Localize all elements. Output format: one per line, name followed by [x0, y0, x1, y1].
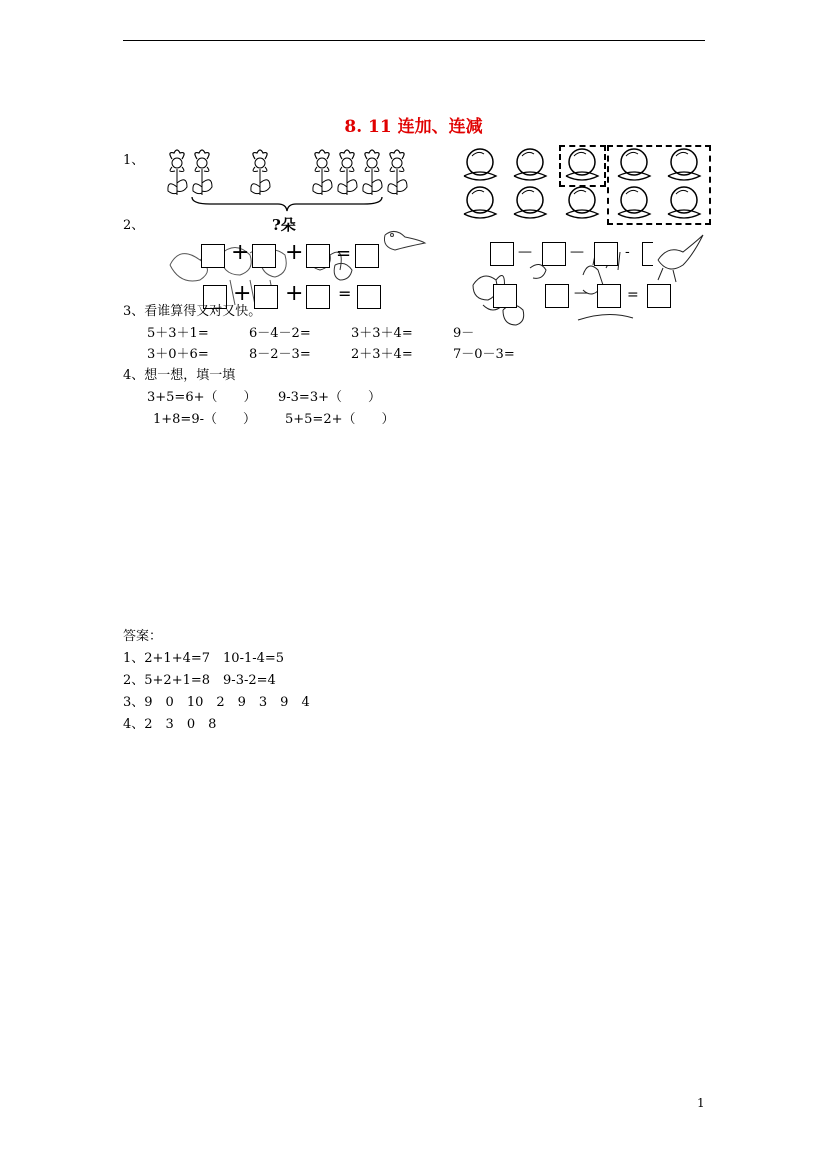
plus-sign: + [231, 240, 250, 265]
flower-icon [363, 150, 382, 195]
minus-sign: - [625, 244, 630, 260]
equals-sign: = [338, 284, 352, 303]
peach-dashed-box-small [559, 145, 606, 187]
answers-header: 答案： [123, 629, 163, 644]
q2-left-answer-box[interactable] [252, 244, 276, 268]
page-number: 1 [697, 1096, 705, 1110]
minus-sign: — [570, 244, 584, 260]
q3-problem: 8－2－3= [249, 347, 311, 362]
q4-problem: 3+5=6+（ ） [147, 390, 257, 405]
q2-left-answer-box[interactable] [355, 244, 379, 268]
q4-header: 4、想一想，填一填 [123, 368, 236, 383]
equals-sign: = [627, 287, 639, 303]
q3-header: 3、看谁算得又对又快。 [123, 304, 262, 319]
q3-problem: 3＋0＋6= [147, 347, 209, 362]
q2-right-answer-box[interactable] [594, 242, 618, 266]
q4-problem: 5+5=2+（ ） [285, 412, 395, 427]
q2-right-answer-box[interactable] [490, 242, 514, 266]
q2-left-answer-box[interactable] [357, 285, 381, 309]
q2-left-answer-box[interactable] [306, 244, 330, 268]
q2-right-answer-box[interactable] [493, 284, 517, 308]
peach-icon [514, 187, 546, 218]
q2-right-answer-box[interactable] [647, 284, 671, 308]
squirrel-icon [334, 263, 352, 280]
q3-problem: 7－0－3= [453, 347, 515, 362]
q3-problem: 5＋3＋1= [147, 326, 209, 341]
answer-line: 4、2 3 0 8 [123, 717, 217, 732]
peach-icon [514, 149, 546, 180]
plus-sign: + [285, 240, 304, 265]
flower-icon [193, 150, 212, 195]
q3-problem: 3＋3＋4= [351, 326, 413, 341]
q3-problem: 9－ [453, 326, 475, 341]
header-rule [123, 40, 705, 41]
peach-dashed-box-large [607, 145, 711, 225]
squirrel-icon [658, 235, 703, 282]
peach-icon [464, 149, 496, 180]
q2-right-answer-box[interactable] [542, 242, 566, 266]
flower-icon [251, 150, 270, 195]
plus-sign: + [285, 281, 304, 306]
q2-number: 2、 [123, 218, 145, 233]
flower-icon [168, 150, 187, 195]
brace-label: ?朵 [272, 216, 296, 234]
q2-right-answer-box[interactable] [545, 284, 569, 308]
q4-problem: 9-3=3+（ ） [278, 390, 381, 405]
minus-sign: — [574, 285, 588, 301]
peach-icon [566, 187, 598, 218]
q3-problem: 6－4－2= [249, 326, 311, 341]
peach-icon [464, 187, 496, 218]
flower-icon [388, 150, 407, 195]
q1-number: 1、 [123, 153, 145, 168]
q3-problem: 2＋3＋4= [351, 347, 413, 362]
equals-sign: = [336, 243, 352, 264]
plus-sign: + [233, 281, 252, 306]
q2-left-answer-box[interactable] [201, 244, 225, 268]
q4-problem: 1+8=9-（ ） [153, 412, 256, 427]
answer-line: 2、5+2+1=8 9-3-2=4 [123, 673, 276, 688]
q2-right-answer-box-partial[interactable] [642, 242, 653, 266]
brace-icon [190, 195, 385, 215]
answer-line: 1、2+1+4=7 10-1-4=5 [123, 651, 285, 666]
answer-line: 3、9 0 10 2 9 3 9 4 [123, 695, 310, 710]
q2-right-answer-box[interactable] [597, 284, 621, 308]
minus-sign: — [518, 244, 532, 260]
page-title: 8. 11 连加、连减 [344, 117, 483, 137]
q2-left-answer-box[interactable] [306, 285, 330, 309]
bird-icon [384, 231, 425, 250]
flower-icon [313, 150, 332, 195]
flower-icon [338, 150, 357, 195]
